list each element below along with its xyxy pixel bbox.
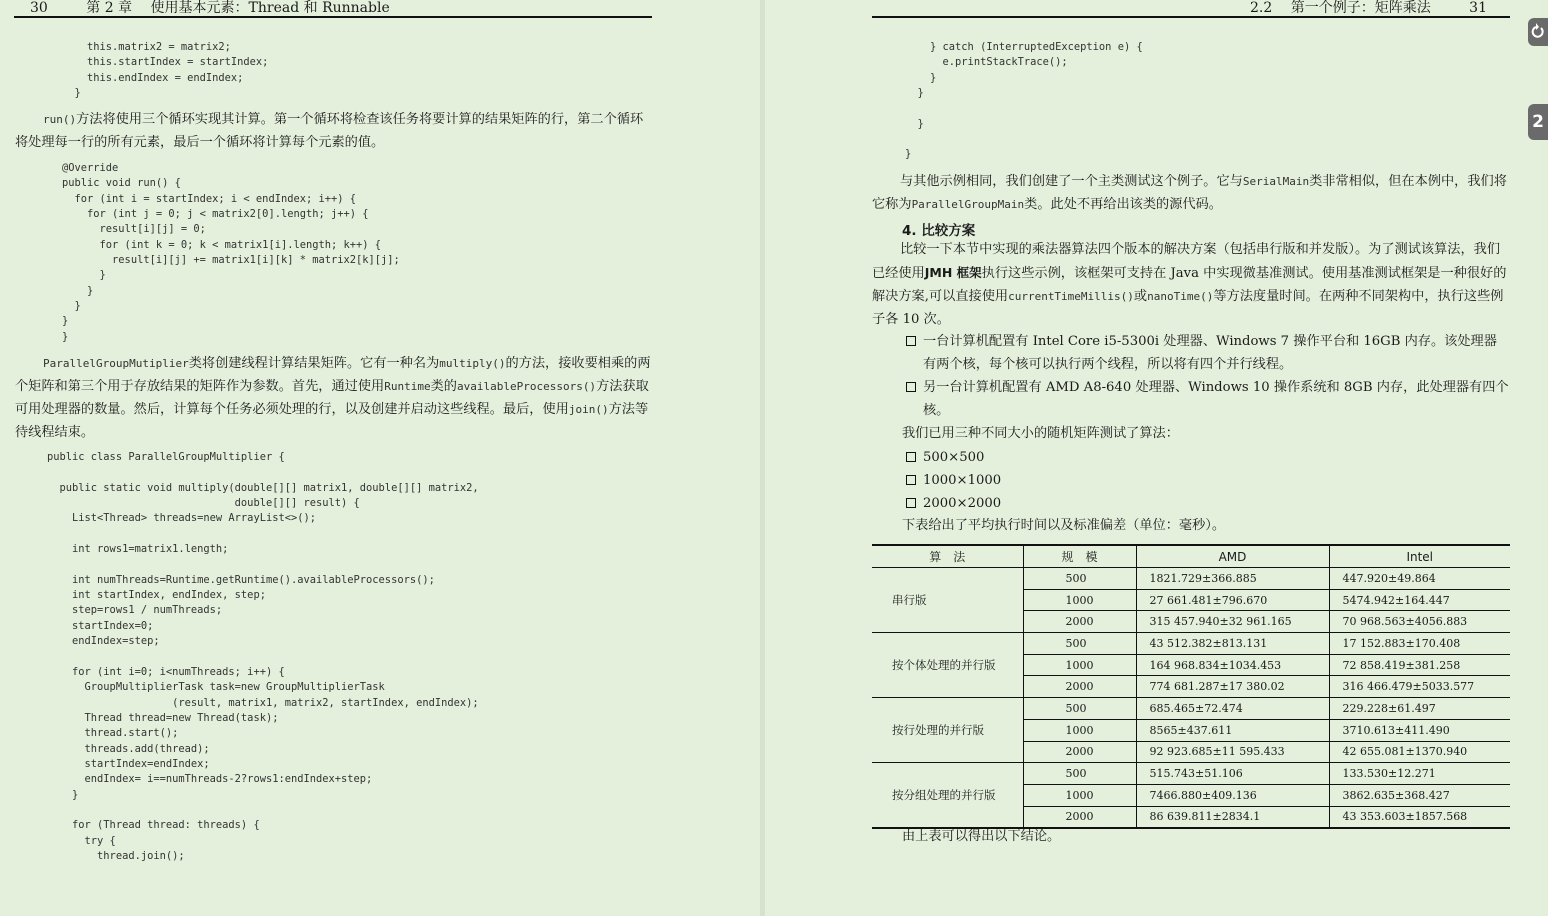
code-block-run: @Override public void run() { for (int i = startIndex; i < endIndex; i++) { for (int j = 0; j < matrix2[0].length; j++) { result[i][j] = 0; for (int k = 0; k < matrix1[i].length; k++) { result[i][j] += matrix1[i][k] * matrix2[k][j]; } } } } } — [62, 162, 400, 343]
checkbox-bullet-icon — [906, 382, 916, 392]
table-row: 1000 8565±437.611 3710.613±411.490 — [872, 719, 1510, 741]
table-header-row — [872, 545, 1510, 568]
algorithm-cell: 按行处理的并行版 — [872, 698, 1023, 763]
column-header: 算 法 — [872, 545, 1023, 568]
table-row: 按分组处理的并行版 500 515.743±51.106 133.530±12.271 — [872, 763, 1510, 785]
algorithm-cell: 串行版 — [872, 568, 1023, 633]
page-header-left — [30, 0, 390, 16]
paragraph-run-method: run()方法将使用三个循环实现其计算。第一个循环将检查该任务将要计算的结果矩阵的行，第二个循环将处理每一行的所有元素，最后一个循环将计算每个元素的值。 — [15, 112, 644, 150]
table-row: 2000 92 923.685±11 595.433 42 655.081±1370.940 — [872, 741, 1510, 763]
table-row: 按行处理的并行版 500 685.465±72.474 229.228±61.497 — [872, 698, 1510, 720]
table-row: 串行版 500 1821.729±366.885 447.920±49.864 — [872, 568, 1510, 590]
right-page: 2.2 第一个例子：矩阵乘法 31 } catch (InterruptedException e) { e.printStackTrace(); } } } } 与其他示例相同，我们创建了一个主类测试这个例子。它与SerialMain类非常相似，但在本例中，我们将它称为ParallelGroupMain类。此处不再给出该类的源代码。 4. 比较方案 比较一下本节中实现的乘法器算法四个版本的解决方案（包括串行版和并发版）。为了测试该算法，我们已经使用JMH 框架执行这些示例，该框架可支持在 Java 中实现微基准测试。使用基准测试框架是一种很好的解决方案,可以直接使用currentTimeMillis()或nanoTime()等方法度量时间。在两种不同架构中，执行这些例子各 10 次。 一台计算机配置有 Intel Core i5-5300i 处理器、Windows 7 操作平台和 16GB 内存。该处理器有两个核，每个核可以执行两个线程，所以将有四个并行线程。 另一台计算机配置有 AMD A8-640 处理器、Windows 10 操作系统和 8GB 内存，此处理器有四个核。 我们已用三种不同大小的随机矩阵测试了算法： 500×500 1000×1000 2000×2000 下表给出了平均执行时间以及标准偏差（单位：毫秒）。 算 法 规 模 AMD Intel 串行版 500 1821.729±366.885 447.920±49.864 1000 27 661.481±796.670 5474.942±164.447 2000 315 457.940±32 961.165 70 968.563±4056.883 按个体处理的并行版 500 43 512.382±813.131 17 152.883±170.408 1000 164 968.834±1034.453 72 858.419±381.258 2000 774 681.287±17 380.02 316 466.479±5033.577 按行处理的并行版 500 685.465±72.474 229.228±61.497 1000 8565±437.611 3710.613±411.490 2000 92 923.685±11 595.433 42 655.081±1370.940 按分组处理的并行版 500 515.743±51.106 133.530±12.271 1000 7466.880±409.136 3862.635±368.427 2000 86 639.811±2834.1 43 353.603±1857.568 由上表可以得出以下结论。 — [765, 0, 1540, 916]
code-block-constructor-end: this.matrix2 = matrix2; this.startIndex = startIndex; this.endIndex = endIndex; } — [74, 41, 269, 100]
table-row: 按个体处理的并行版 500 43 512.382±813.131 17 152.883±170.408 — [872, 633, 1510, 655]
column-header: AMD — [1136, 545, 1329, 568]
table-row: 1000 27 661.481±796.670 5474.942±164.447 — [872, 589, 1510, 611]
paragraph-conclusion: 由上表可以得出以下结论。 — [902, 829, 1061, 844]
column-header: Intel — [1329, 545, 1510, 568]
checkbox-bullet-icon — [906, 336, 916, 346]
table-row: 2000 86 639.811±2834.1 43 353.603±1857.568 — [872, 806, 1510, 828]
checkbox-bullet-icon — [906, 475, 916, 485]
paragraph-matrix-sizes: 我们已用三种不同大小的随机矩阵测试了算法： — [902, 426, 1179, 441]
left-page — [0, 0, 760, 916]
rotate-icon — [1528, 18, 1548, 46]
chapter-label: 第 2 章 — [86, 0, 133, 16]
table-row: 2000 774 681.287±17 380.02 316 466.479±5033.577 — [872, 676, 1510, 698]
results-table — [872, 544, 1510, 829]
code-block-catch: } catch (InterruptedException e) { e.printStackTrace(); } } } } — [905, 41, 1143, 161]
header-rule — [14, 16, 652, 18]
paragraph-table-intro: 下表给出了平均执行时间以及标准偏差（单位：毫秒）。 — [902, 518, 1226, 533]
column-header: 规 模 — [1023, 545, 1136, 568]
chapter-title: 使用基本元素：Thread 和 Runnable — [150, 0, 390, 16]
paragraph-parallel-group: ParallelGroupMutiplier类将创建线程计算结果矩阵。它有一种名为multiply()的方法，接收要相乘的两个矩阵和第三个用于存放结果的矩阵作为参数。首先，通过使用Runtime类的availableProcessors()方法获取可用处理器的数量。然后，计算每个任务必须处理的行，以及创建并启动这些线程。最后，使用join()方法等待线程结束。 — [15, 356, 651, 440]
checkbox-bullet-icon — [906, 452, 916, 462]
paragraph-comparison: 比较一下本节中实现的乘法器算法四个版本的解决方案（包括串行版和并发版）。为了测试该算法，我们已经使用JMH 框架执行这些示例，该框架可支持在 Java 中实现微基准测试。使用基准测试框架是一种很好的解决方案,可以直接使用currentTimeMillis()或nanoTime()等方法度量时间。在两种不同架构中，执行这些例子各 10 次。 — [872, 242, 1507, 327]
code-block-parallel-group-multiplier: public class ParallelGroupMultiplier { public static void multiply(double[][] matrix1, double[][] matrix2, double[][] result) { List<Thread> threads=new ArrayList<>(); int rows1=matrix1.length; int numThreads=Runtime.getRuntime().availableProcessors(); int startIndex, endIndex, step; step=rows1 / numThreads; startIndex=0; endIndex=step; for (int i=0; i<numThreads; i++) { GroupMultiplierTask task=new GroupMultiplierTask (result, matrix1, matrix2, startIndex, endIndex); Thread thread=new Thread(task); thread.start(); threads.add(thread); startIndex=endIndex; endIndex= i==numThreads-2?rows1:endIndex+step; } for (Thread thread: threads) { try { thread.join(); — [47, 451, 479, 862]
page-number: 31 — [1469, 0, 1487, 16]
section-header-title: 第一个例子：矩阵乘法 — [1290, 0, 1431, 16]
algorithm-cell: 按个体处理的并行版 — [872, 633, 1023, 698]
header-rule — [872, 16, 1510, 18]
table-row: 2000 315 457.940±32 961.165 70 968.563±4056.883 — [872, 611, 1510, 633]
paragraph-main-class: 与其他示例相同，我们创建了一个主类测试这个例子。它与SerialMain类非常相似，但在本例中，我们将它称为ParallelGroupMain类。此处不再给出该类的源代码。 — [872, 174, 1507, 212]
table-row: 1000 164 968.834±1034.453 72 858.419±381.258 — [872, 654, 1510, 676]
section-number: 2.2 — [1250, 0, 1273, 16]
table-row: 1000 7466.880±409.136 3862.635±368.427 — [872, 784, 1510, 806]
chapter-tab-label: 2 — [1532, 112, 1544, 132]
inline-code: run() — [43, 113, 77, 126]
section-heading: 4. 比较方案 — [902, 223, 976, 239]
page-header-right — [1250, 0, 1487, 16]
page-number: 30 — [30, 0, 48, 16]
chapter-tab[interactable] — [1528, 104, 1548, 140]
checkbox-bullet-icon — [906, 498, 916, 508]
algorithm-cell: 按分组处理的并行版 — [872, 763, 1023, 829]
rotate-button[interactable] — [1528, 18, 1548, 46]
